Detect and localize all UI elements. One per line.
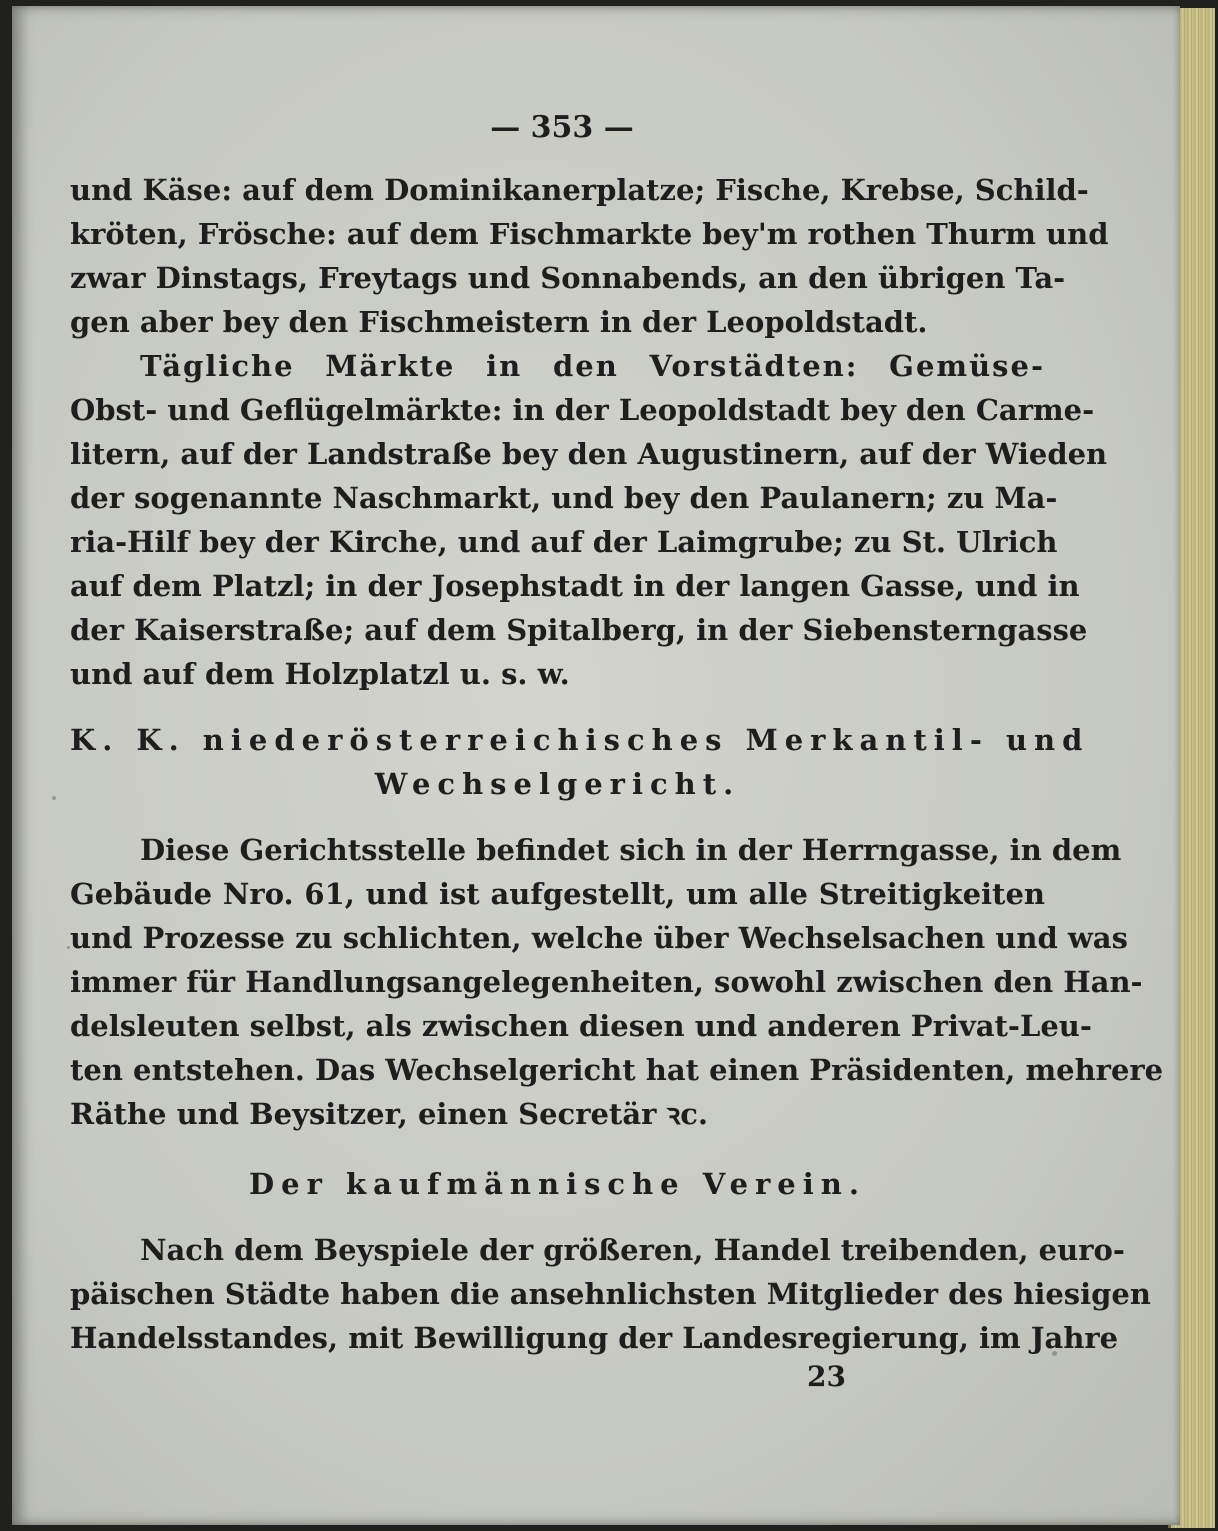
text-line: gen aber bey den Fischmeistern in der Leopoldstadt. (70, 305, 928, 339)
text-line: der sogenannte Naschmarkt, und bey den Paulanern; zu Ma- (70, 481, 1058, 515)
text-line: Obst- und Geflügelmärkte: in der Leopoldstadt bey den Carme- (70, 393, 1095, 427)
text-line: auf dem Platzl; in der Josephstadt in der langen Gasse, und in (70, 569, 1080, 603)
section-heading: K. K. niederösterreichisches Merkantil- und (70, 723, 1090, 757)
signature-mark: 23 (807, 1360, 846, 1393)
text-line: ten entstehen. Das Wechselgericht hat einen Präsidenten, mehrere (70, 1053, 1164, 1087)
paper-speck (67, 946, 70, 949)
text-line: ria-Hilf bey der Kirche, und auf der Laimgrube; zu St. Ulrich (70, 525, 1058, 559)
text-line: der Kaiserstraße; auf dem Spitalberg, in der Siebensterngasse (70, 613, 1088, 647)
text-line: und Käse: auf dem Dominikanerplatze; Fische, Krebse, Schild- (70, 173, 1089, 207)
text-line: und Prozesse zu schlichten, welche über Wechselsachen und was (70, 921, 1128, 955)
text-line: und auf dem Holzplatzl u. s. w. (70, 657, 570, 691)
paper-speck (1052, 1351, 1057, 1356)
text-line: Nach dem Beyspiele der größeren, Handel treibenden, euro- (140, 1233, 1125, 1267)
paper-speck (52, 796, 56, 800)
section-heading: Wechselgericht. (374, 767, 741, 801)
text-line: päischen Städte haben die ansehnlichsten Mitglieder des hiesigen (70, 1277, 1151, 1311)
text-line: kröten, Frösche: auf dem Fischmarkte bey'm rothen Thurm und (70, 217, 1109, 251)
page-number: — 353 — (490, 110, 634, 145)
text-line: Diese Gerichtsstelle befindet sich in der Herrngasse, in dem (140, 833, 1122, 867)
section-heading: Der kaufmännische Verein. (249, 1167, 866, 1201)
text-line: Räthe und Beysitzer, einen Secretär ꝛc. (70, 1097, 708, 1131)
text-line: immer für Handlungsangelegenheiten, sowohl zwischen den Han- (70, 965, 1143, 999)
text-line: litern, auf der Landstraße bey den Augustinern, auf der Wieden (70, 437, 1108, 471)
text-line: Gebäude Nro. 61, und ist aufgestellt, um alle Streitigkeiten (70, 877, 1045, 911)
text-line: zwar Dinstags, Freytags und Sonnabends, an den übrigen Ta- (70, 261, 1066, 295)
page-paper (12, 6, 1180, 1525)
text-line: Handelsstandes, mit Bewilligung der Landesregierung, im Jahre (70, 1321, 1119, 1355)
text-line: delsleuten selbst, als zwischen diesen und anderen Privat-Leu- (70, 1009, 1092, 1043)
text-line: Tägliche Märkte in den Vorstädten: Gemüse- (140, 349, 1045, 383)
